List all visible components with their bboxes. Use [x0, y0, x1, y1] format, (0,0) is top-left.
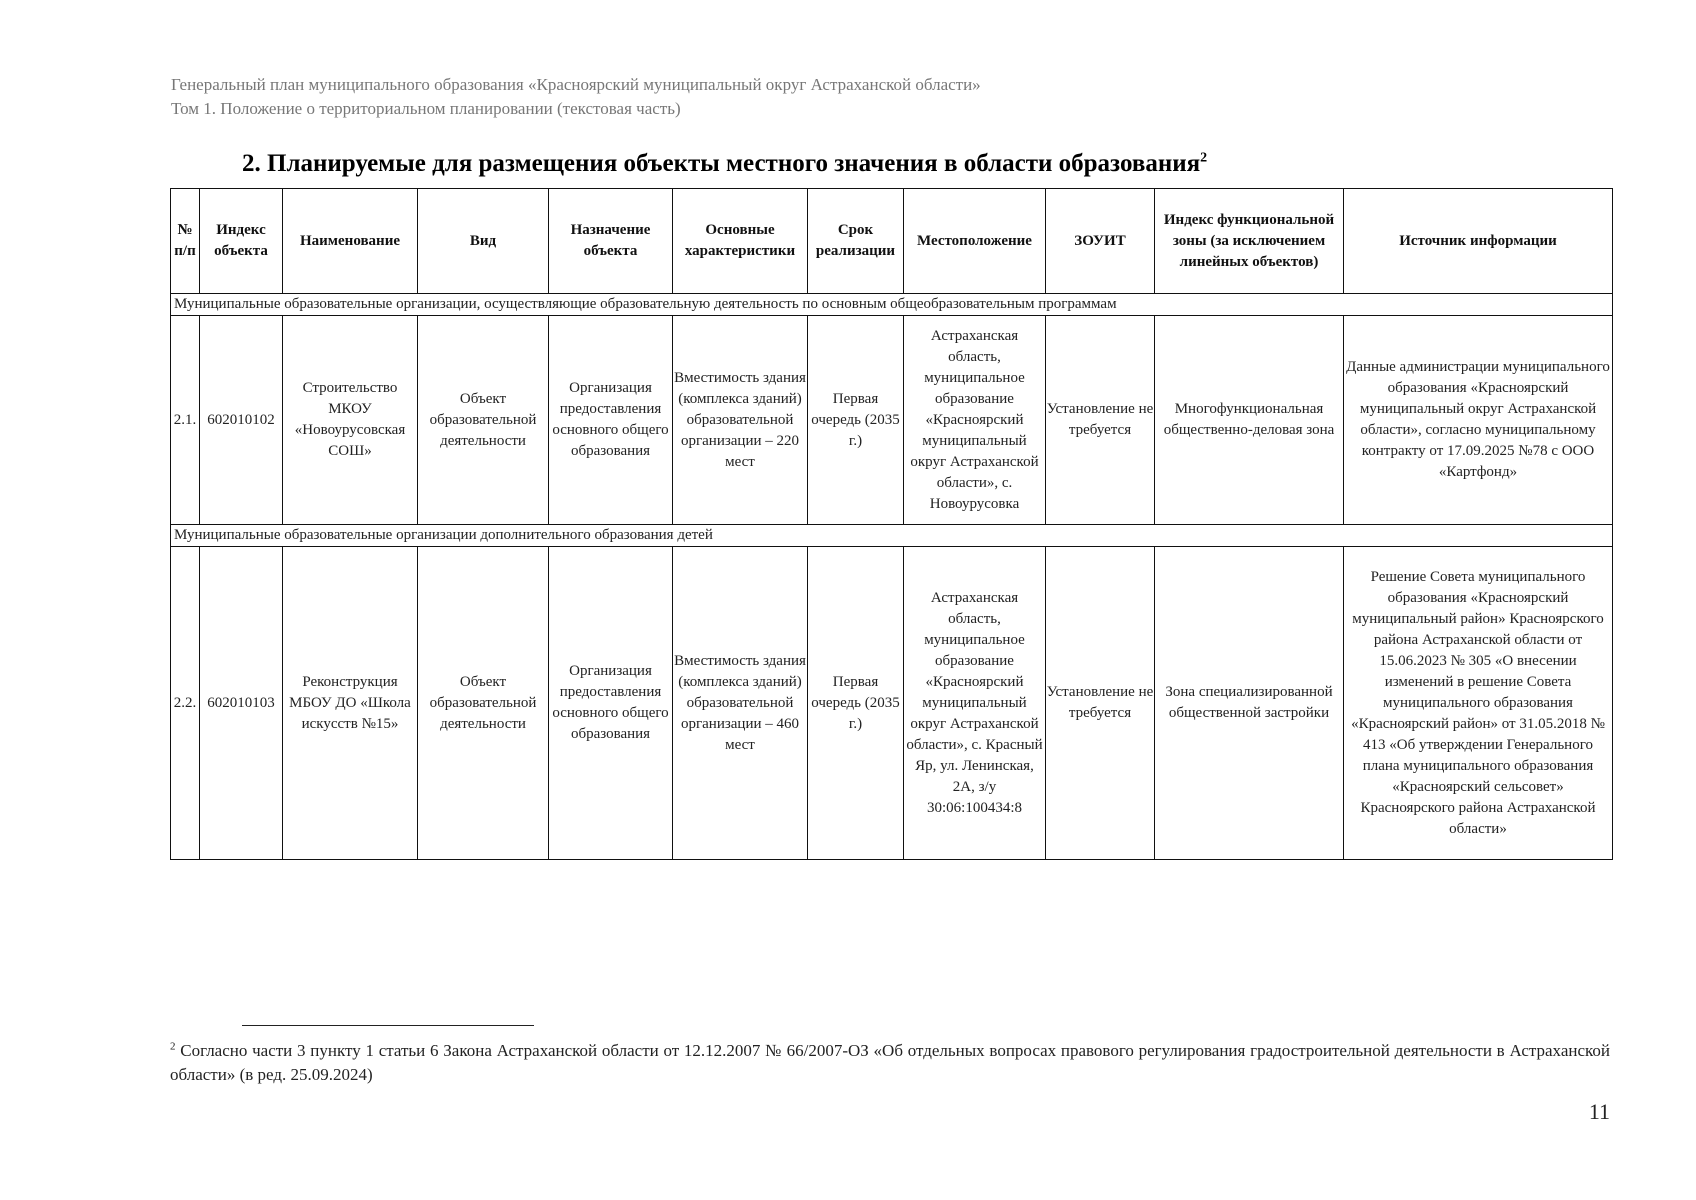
- planned-objects-table: [170, 188, 1613, 860]
- cell-characteristics: Вместимость здания (комплекса зданий) образовательной организации – 460 мест: [673, 547, 808, 860]
- cell-term: Первая очередь (2035 г.): [808, 547, 904, 860]
- footnote: [170, 1039, 1610, 1087]
- running-header-line-1: Генеральный план муниципального образования «Красноярский муниципальный округ Астраханской области»: [171, 75, 981, 94]
- footnote-text: Согласно части 3 пункту 1 статьи 6 Закона Астраханской области от 12.12.2007 № 66/2007-ОЗ «Об отдельных вопросах правового регулирования градостроительной деятельности в Астраханской области» (в ред. 25.09.2024): [170, 1041, 1610, 1084]
- column-header-number: № п/п: [171, 189, 200, 294]
- cell-characteristics: Вместимость здания (комплекса зданий) образовательной организации – 220 мест: [673, 316, 808, 525]
- column-header-characteristics: Основные характеристики: [673, 189, 808, 294]
- group-title: Муниципальные образовательные организации, осуществляющие образовательную деятельность по основным общеобразовательным программам: [171, 294, 1613, 316]
- group-title: Муниципальные образовательные организации дополнительного образования детей: [171, 525, 1613, 547]
- footnote-divider: [242, 1025, 534, 1026]
- table-group-row: [171, 294, 1613, 316]
- cell-purpose: Организация предоставления основного общего образования: [549, 547, 673, 860]
- column-header-functional-zone: Индекс функциональной зоны (за исключением линейных объектов): [1155, 189, 1344, 294]
- column-header-location: Местоположение: [904, 189, 1046, 294]
- column-header-zouit: ЗОУИТ: [1046, 189, 1155, 294]
- column-header-purpose: Назначение объекта: [549, 189, 673, 294]
- running-header: [171, 73, 981, 121]
- cell-kind: Объект образовательной деятельности: [418, 316, 549, 525]
- section-title-text: 2. Планируемые для размещения объекты местного значения в области образования: [242, 150, 1201, 177]
- cell-functional-zone: Многофункциональная общественно-деловая зона: [1155, 316, 1344, 525]
- cell-term: Первая очередь (2035 г.): [808, 316, 904, 525]
- page-number: 11: [1588, 1099, 1610, 1124]
- section-title-footnote-ref[interactable]: 2: [1200, 150, 1208, 166]
- cell-functional-zone: Зона специализированной общественной застройки: [1155, 547, 1344, 860]
- cell-number: 2.2.: [171, 547, 200, 860]
- running-header-line-2: Том 1. Положение о территориальном планировании (текстовая часть): [171, 99, 681, 118]
- column-header-term: Срок реализации: [808, 189, 904, 294]
- footnote-mark: 2: [170, 1040, 176, 1053]
- table-row: [171, 547, 1613, 860]
- table-group-row: [171, 525, 1613, 547]
- cell-source: Решение Совета муниципального образования «Красноярский муниципальный район» Красноярского района Астраханской области от 15.06.2023 № 305 «О внесении изменений в решение Совета муниципального образования «Красноярский район» от 31.05.2018 № 413 «Об утверждении Генерального плана муниципального образования «Красноярский сельсовет» Красноярского района Астраханской области»: [1344, 547, 1613, 860]
- column-header-index: Индекс объекта: [200, 189, 283, 294]
- cell-location: Астраханская область, муниципальное образование «Красноярский муниципальный округ Астраханской области», с. Новоурусовка: [904, 316, 1046, 525]
- cell-name: Строительство МКОУ «Новоурусовская СОШ»: [283, 316, 418, 525]
- cell-source: Данные администрации муниципального образования «Красноярский муниципальный округ Астраханской области», согласно муниципальному контракту от 17.09.2025 №78 с ООО «Картфонд»: [1344, 316, 1613, 525]
- cell-index: 602010102: [200, 316, 283, 525]
- cell-location: Астраханская область, муниципальное образование «Красноярский муниципальный округ Астраханской области», с. Красный Яр, ул. Ленинская, 2А, з/у 30:06:100434:8: [904, 547, 1046, 860]
- cell-kind: Объект образовательной деятельности: [418, 547, 549, 860]
- cell-name: Реконструкция МБОУ ДО «Школа искусств №15»: [283, 547, 418, 860]
- column-header-kind: Вид: [418, 189, 549, 294]
- cell-number: 2.1.: [171, 316, 200, 525]
- section-title: [242, 150, 1207, 178]
- cell-zouit: Установление не требуется: [1046, 547, 1155, 860]
- cell-zouit: Установление не требуется: [1046, 316, 1155, 525]
- table-header-row: [171, 189, 1613, 294]
- column-header-name: Наименование: [283, 189, 418, 294]
- table-row: [171, 316, 1613, 525]
- column-header-source: Источник информации: [1344, 189, 1613, 294]
- cell-index: 602010103: [200, 547, 283, 860]
- cell-purpose: Организация предоставления основного общего образования: [549, 316, 673, 525]
